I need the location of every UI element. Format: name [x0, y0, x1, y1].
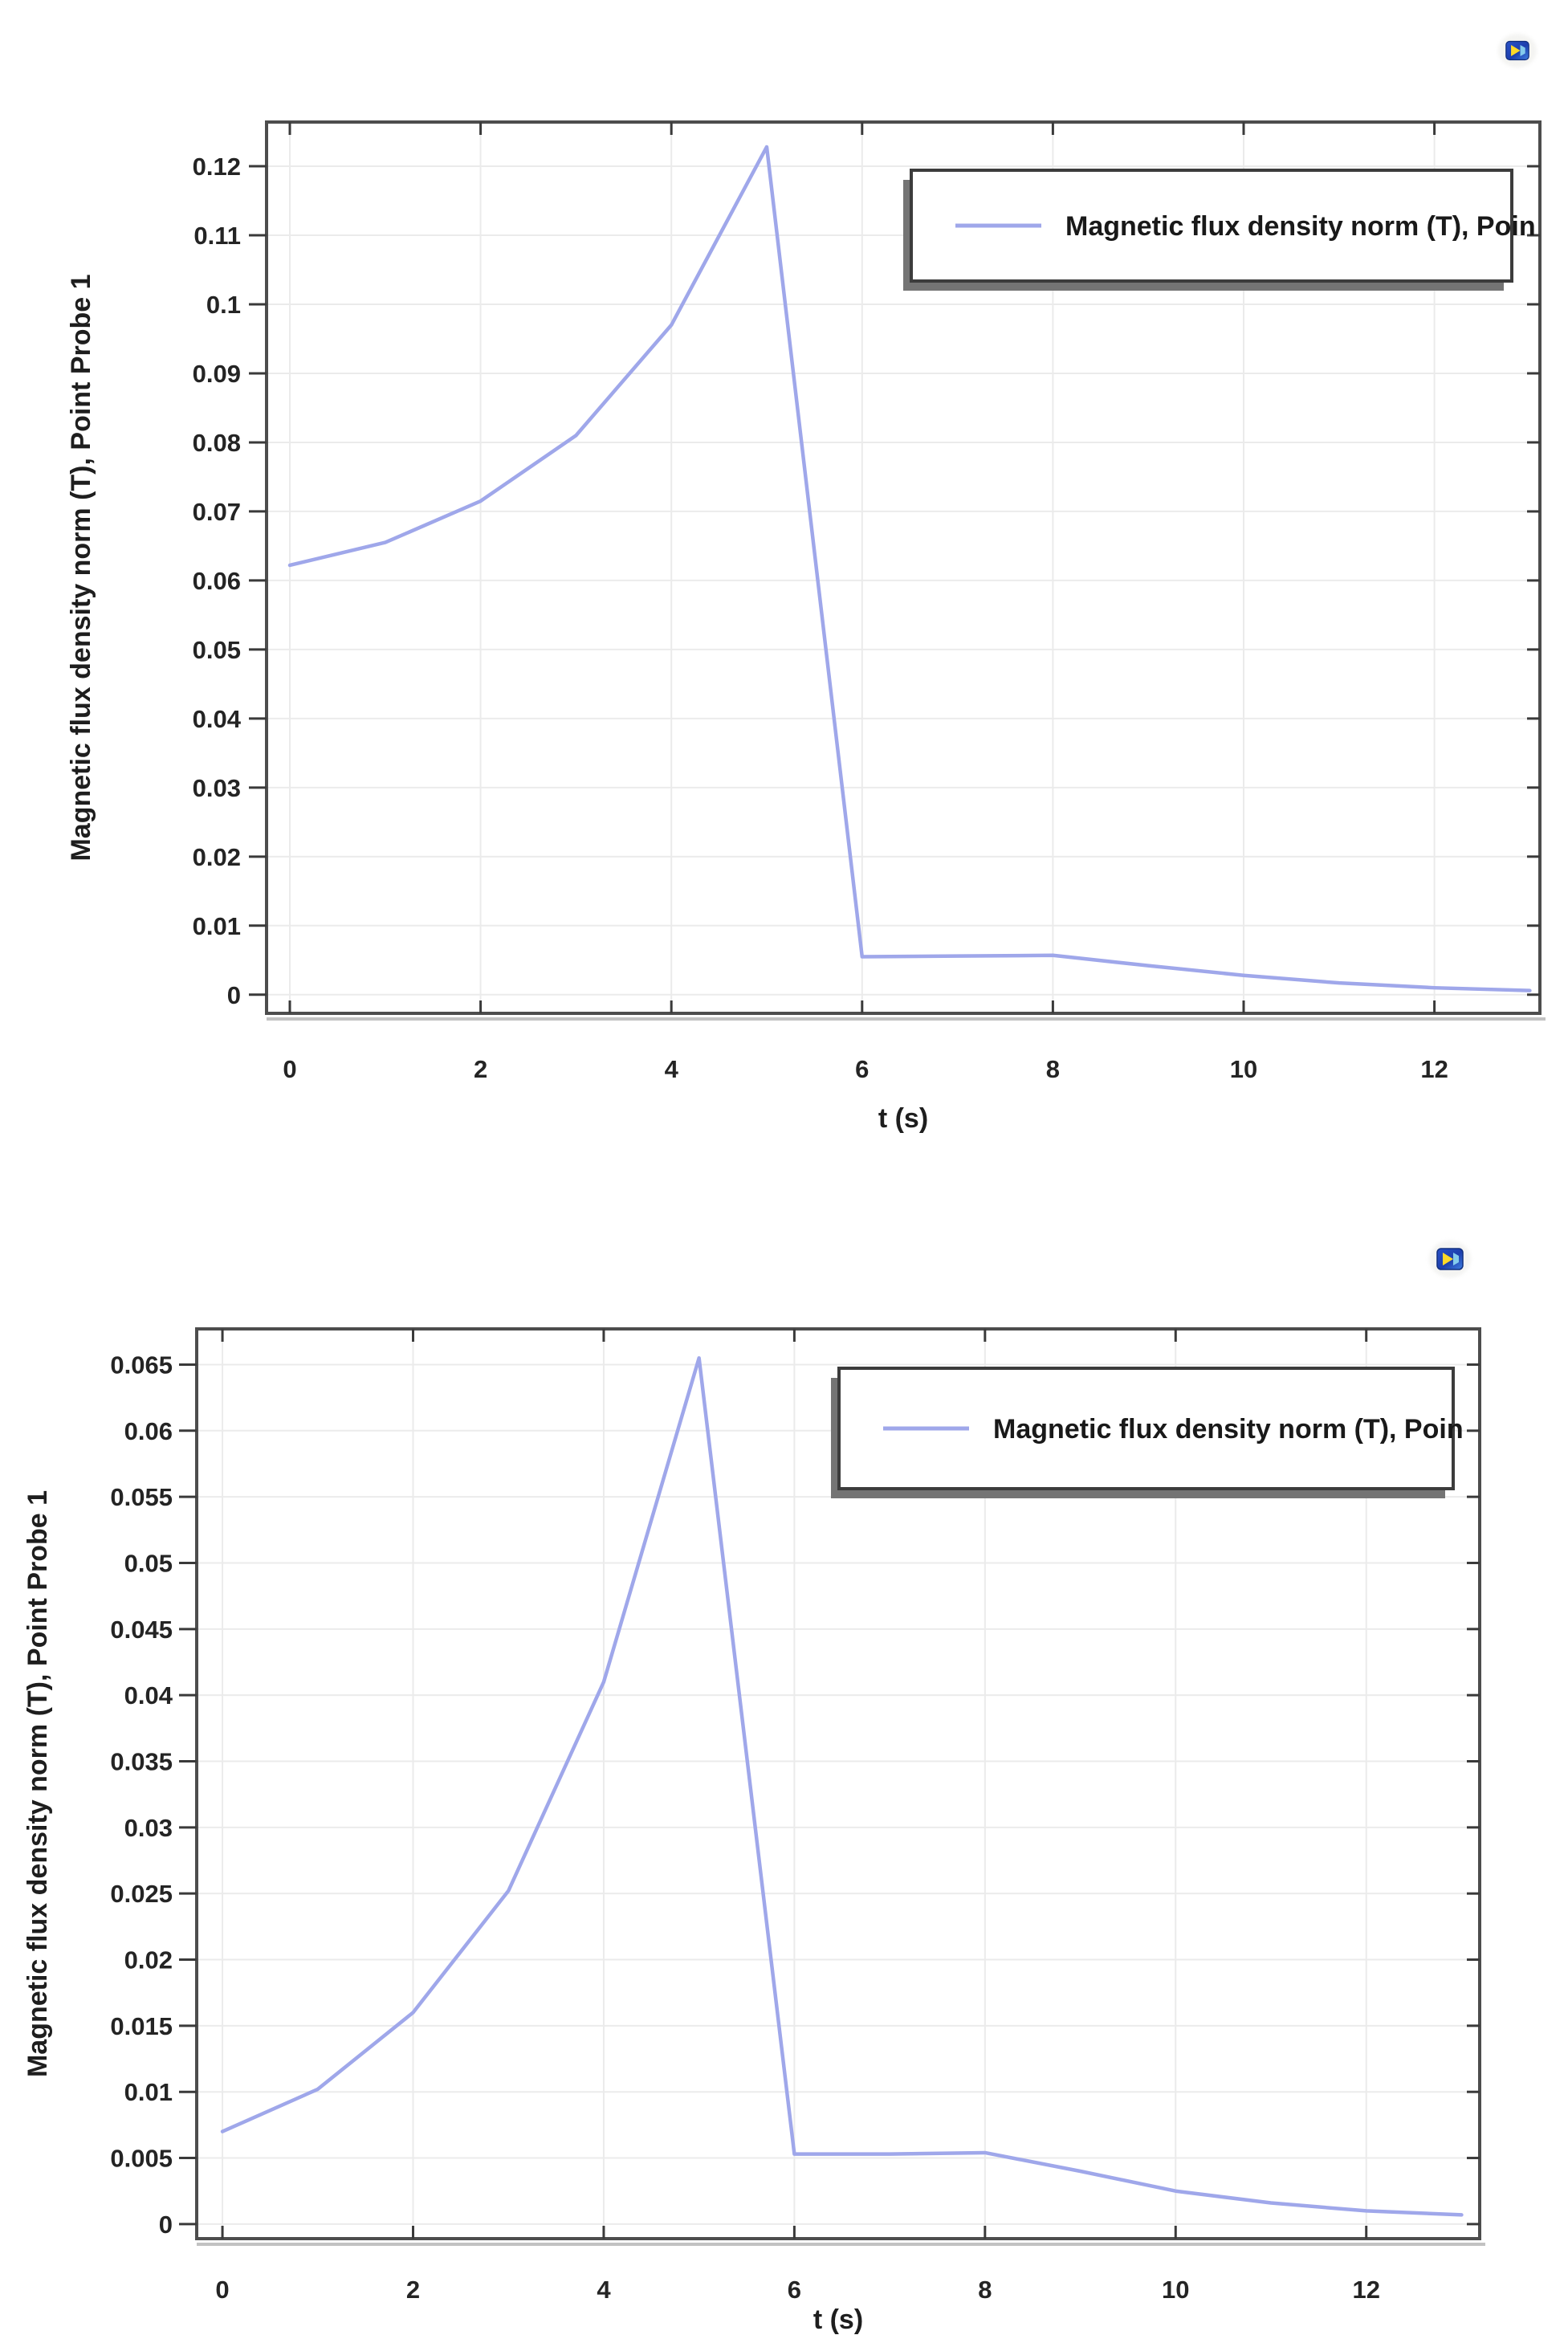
chart-panel-bottom — [0, 1168, 1568, 2335]
y-tick-label: 0.025 — [110, 1880, 173, 1909]
x-tick-label: 12 — [1420, 1055, 1448, 1083]
y-tick-label: 0.07 — [192, 497, 241, 526]
y-tick-label: 0.06 — [192, 566, 241, 595]
plot-window-icon-glyph — [1503, 39, 1532, 63]
x-axis-label: t (s) — [878, 1103, 929, 1134]
legend-label: Magnetic flux density norm (T), Poin — [993, 1414, 1464, 1445]
x-tick-label: 2 — [405, 2276, 421, 2304]
y-tick-label: 0.08 — [192, 428, 241, 457]
x-tick-label: 6 — [787, 2276, 802, 2304]
y-tick-label: 0.12 — [192, 153, 241, 181]
x-tick-label: 2 — [473, 1055, 488, 1083]
y-tick-label: 0.04 — [124, 1681, 173, 1710]
x-tick-label: 10 — [1229, 1055, 1258, 1083]
legend — [903, 170, 1536, 291]
legend — [831, 1368, 1464, 1498]
y-tick-label: 0.03 — [192, 773, 241, 802]
y-tick-label: 0.01 — [124, 2078, 173, 2107]
tick-labels — [193, 153, 1448, 1083]
y-tick-label: 0.055 — [110, 1483, 173, 1512]
y-tick-label: 0.005 — [110, 2144, 173, 2173]
y-tick-label: 0.05 — [192, 635, 241, 664]
x-tick-label: 12 — [1352, 2276, 1380, 2304]
y-tick-label: 0 — [158, 2210, 173, 2239]
y-tick-label: 0 — [226, 980, 241, 1009]
y-tick-label: 0.03 — [124, 1813, 173, 1842]
legend-label: Magnetic flux density norm (T), Poin — [1065, 211, 1536, 242]
y-tick-label: 0.05 — [124, 1549, 173, 1578]
y-tick-label: 0.02 — [124, 1946, 173, 1974]
y-tick-label: 0.09 — [192, 359, 241, 388]
y-tick-label: 0.06 — [124, 1416, 173, 1445]
y-tick-label: 0.11 — [193, 222, 241, 251]
x-tick-label: 0 — [215, 2276, 230, 2304]
x-tick-label: 8 — [1045, 1055, 1061, 1083]
line-chart-bottom — [0, 1168, 1568, 2335]
y-tick-label: 0.01 — [192, 911, 241, 940]
x-tick-label: 6 — [855, 1055, 870, 1083]
y-tick-label: 0.065 — [110, 1351, 173, 1379]
y-tick-label: 0.04 — [192, 704, 241, 733]
y-axis-label: Magnetic flux density norm (T), Point Probe 1 — [66, 274, 96, 862]
y-tick-label: 0.015 — [110, 2011, 173, 2040]
y-tick-label: 0.1 — [206, 290, 241, 319]
plot-window-icon-glyph — [1434, 1245, 1466, 1273]
y-tick-label: 0.035 — [110, 1747, 173, 1776]
y-tick-label: 0.045 — [110, 1615, 173, 1644]
x-tick-label: 0 — [283, 1055, 297, 1083]
plot-window-icon[interactable] — [1503, 39, 1532, 63]
x-tick-label: 4 — [664, 1055, 678, 1083]
x-tick-label: 10 — [1162, 2276, 1190, 2304]
x-tick-label: 4 — [597, 2276, 611, 2304]
x-tick-label: 8 — [978, 2276, 992, 2304]
y-axis-label: Magnetic flux density norm (T), Point Probe 1 — [22, 1489, 53, 2078]
x-axis-label: t (s) — [813, 2304, 864, 2335]
y-tick-label: 0.02 — [192, 842, 241, 871]
plot-window-icon[interactable] — [1434, 1245, 1466, 1273]
